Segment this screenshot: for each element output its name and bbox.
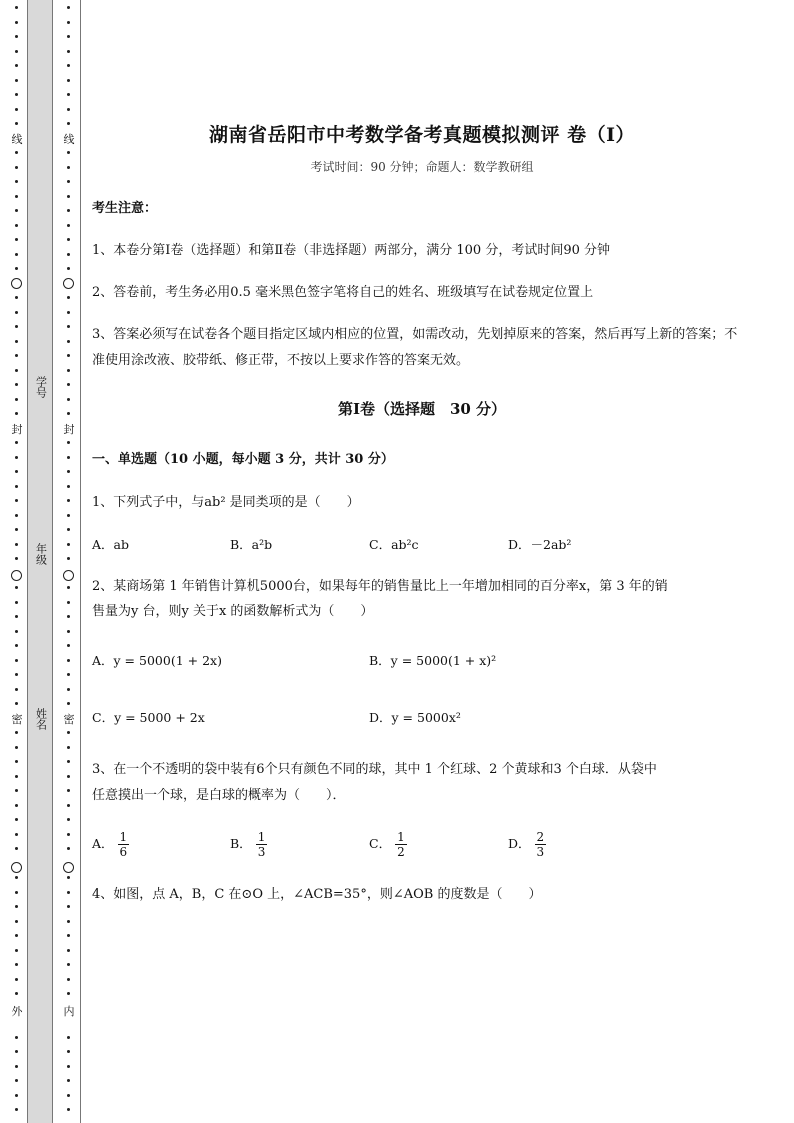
binding-dot: [15, 398, 18, 401]
binding-dot: [67, 978, 70, 981]
binding-circle: [63, 862, 74, 873]
binding-dot: [15, 557, 18, 560]
q3-option-c[interactable]: [369, 830, 407, 859]
binding-dot: [67, 50, 70, 53]
margin-mark-feng-inner: 封: [63, 423, 75, 436]
binding-dot: [67, 253, 70, 256]
q2-option-d[interactable]: D．y = 5000x²: [369, 710, 461, 725]
binding-dot: [67, 514, 70, 517]
binding-dot: [15, 731, 18, 734]
binding-dot: [15, 499, 18, 502]
binding-dot: [67, 383, 70, 386]
q2-option-b[interactable]: B．y = 5000(1 + x)²: [369, 653, 497, 668]
binding-dot: [15, 21, 18, 24]
binding-circle: [11, 862, 22, 873]
binding-dot: [15, 354, 18, 357]
binding-dot: [15, 151, 18, 154]
q3-option-a-label: A．: [92, 836, 114, 851]
binding-dot: [15, 35, 18, 38]
binding-dot: [67, 93, 70, 96]
binding-dot: [67, 543, 70, 546]
outer-dot-column: [10, 0, 24, 1123]
binding-dot: [15, 978, 18, 981]
binding-dot: [15, 485, 18, 488]
binding-dot: [67, 746, 70, 749]
binding-dot: [67, 673, 70, 676]
binding-dot: [67, 1065, 70, 1068]
margin-mark-xian: 线: [11, 133, 23, 146]
binding-dot: [67, 833, 70, 836]
q2-option-c[interactable]: C．y = 5000 + 2x: [92, 710, 205, 725]
notice-item-3: 3、答案必须写在试卷各个题目指定区域内相应的位置，如需改动，先划掉原来的答案，然后再写上新的答案；不准使用涂改液、胶带纸、修正带，不按以上要求作答的答案无效。: [92, 327, 738, 368]
binding-dot: [15, 659, 18, 662]
inner-dot-column: [62, 0, 76, 1123]
binding-dot: [15, 296, 18, 299]
margin-mark-mi-inner: 密: [63, 713, 75, 726]
binding-dot: [15, 601, 18, 604]
binding-dot: [15, 775, 18, 778]
q3-option-a[interactable]: [92, 830, 129, 859]
q3-c-denominator: 2: [397, 845, 405, 859]
binding-dot: [15, 804, 18, 807]
binding-dot: [15, 789, 18, 792]
binding-dot: [15, 369, 18, 372]
notice-heading: 考生注意：: [92, 201, 158, 216]
binding-dot: [15, 50, 18, 53]
binding-circle: [11, 570, 22, 581]
binding-dot: [15, 949, 18, 952]
binding-dot: [67, 224, 70, 227]
binding-dot: [67, 267, 70, 270]
binding-dot: [67, 122, 70, 125]
binding-dot: [67, 6, 70, 9]
q2-option-a[interactable]: A．y = 5000(1 + 2x): [92, 653, 222, 668]
binding-dot: [15, 1079, 18, 1082]
binding-dot: [15, 615, 18, 618]
question-2-stem-line1: 2、某商场第 1 年销售计算机5000台，如果每年的销售量比上一年增加相同的百分率x，第 3 年的销: [92, 579, 668, 594]
binding-dot: [67, 528, 70, 531]
binding-dot: [67, 209, 70, 212]
q3-option-d-fraction: [535, 830, 547, 859]
binding-dot: [67, 615, 70, 618]
binding-dot: [15, 166, 18, 169]
binding-dot: [15, 891, 18, 894]
binding-dot: [15, 920, 18, 923]
binding-dot: [67, 340, 70, 343]
binding-dot: [67, 441, 70, 444]
binding-dot: [67, 949, 70, 952]
binding-dot: [67, 180, 70, 183]
q3-c-numerator: 1: [397, 830, 405, 844]
binding-dot: [67, 920, 70, 923]
binding-dot: [67, 1108, 70, 1111]
binding-dot: [67, 963, 70, 966]
binding-dot: [15, 1065, 18, 1068]
binding-dot: [15, 630, 18, 633]
binding-dot: [67, 1036, 70, 1039]
binding-dot: [67, 456, 70, 459]
binding-dot: [67, 21, 70, 24]
binding-dot: [15, 833, 18, 836]
binding-dot: [67, 108, 70, 111]
section-title: 第Ⅰ卷（选择题 30 分）: [337, 400, 507, 418]
binding-dot: [15, 340, 18, 343]
binding-dot: [15, 383, 18, 386]
binding-dot: [15, 79, 18, 82]
binding-dot: [15, 905, 18, 908]
binding-dot: [67, 789, 70, 792]
binding-dot: [15, 528, 18, 531]
q1-option-a[interactable]: A．ab: [92, 537, 129, 552]
q3-option-b-label: B．: [230, 836, 252, 851]
question-4-stem: 4、如图，点 A，B，C 在⊙O 上，∠ACB=35°，则∠AOB 的度数是（ ）: [92, 887, 542, 902]
binding-dot: [67, 1050, 70, 1053]
q3-option-a-fraction: [118, 830, 130, 859]
binding-dot: [67, 659, 70, 662]
binding-dot: [15, 267, 18, 270]
q1-option-c[interactable]: C．ab²c: [369, 537, 419, 552]
binding-dot: [15, 876, 18, 879]
binding-dot: [67, 775, 70, 778]
binding-dot: [67, 499, 70, 502]
binding-dot: [67, 412, 70, 415]
binding-dot: [15, 209, 18, 212]
student-id-text: 学号: [34, 376, 48, 398]
binding-dot: [15, 412, 18, 415]
q3-option-c-label: C．: [369, 836, 392, 851]
binding-dot: [15, 122, 18, 125]
name-field-strip: [27, 0, 53, 1123]
binding-circle: [63, 278, 74, 289]
binding-dot: [67, 992, 70, 995]
q3-b-denominator: 3: [257, 845, 266, 859]
q3-d-denominator: 3: [536, 845, 545, 859]
binding-dot: [67, 934, 70, 937]
binding-dot: [15, 1036, 18, 1039]
binding-dot: [15, 644, 18, 647]
margin-mark-nei: 内: [63, 1005, 75, 1018]
binding-dot: [67, 1079, 70, 1082]
binding-dot: [67, 818, 70, 821]
binding-dot: [15, 673, 18, 676]
binding-dot: [67, 586, 70, 589]
grade-text: 年级: [34, 543, 48, 565]
name-label: [28, 708, 54, 733]
binding-dot: [15, 64, 18, 67]
binding-dot: [67, 296, 70, 299]
binding-dot: [15, 311, 18, 314]
binding-dot: [15, 253, 18, 256]
binding-dot: [67, 311, 70, 314]
q3-a-numerator: 1: [119, 830, 128, 844]
student-id-label: [28, 376, 54, 401]
binding-dot: [15, 688, 18, 691]
q1-option-d[interactable]: D．－2ab²: [508, 537, 572, 552]
binding-dot: [67, 195, 70, 198]
binding-dot: [67, 804, 70, 807]
binding-dot: [67, 557, 70, 560]
binding-dot: [67, 485, 70, 488]
question-3-stem-line2: 任意摸出一个球，是白球的概率为（ ）．: [92, 788, 346, 803]
binding-dot: [15, 963, 18, 966]
binding-dot: [67, 601, 70, 604]
q3-option-b[interactable]: [230, 830, 267, 859]
margin-mark-mi: 密: [11, 713, 23, 726]
notice-item-2: 2、答卷前，考生务必用0.5 毫米黑色签字笔将自己的姓名、班级填写在试卷规定位置上: [92, 285, 594, 300]
binding-dot: [15, 1050, 18, 1053]
margin-mark-xian-inner: 线: [63, 133, 75, 146]
margin-mark-wai: 外: [11, 1005, 23, 1018]
binding-line: [80, 0, 81, 1123]
binding-dot: [67, 905, 70, 908]
binding-dot: [67, 470, 70, 473]
margin-mark-feng: 封: [11, 423, 23, 436]
binding-dot: [15, 456, 18, 459]
binding-dot: [15, 543, 18, 546]
q3-a-denominator: 6: [119, 845, 128, 859]
binding-dot: [67, 731, 70, 734]
binding-dot: [15, 6, 18, 9]
binding-dot: [15, 93, 18, 96]
binding-dot: [67, 1094, 70, 1097]
binding-dot: [15, 847, 18, 850]
binding-dot: [15, 195, 18, 198]
q3-d-numerator: 2: [536, 830, 545, 844]
question-2-stem-line2: 售量为y 台，则y 关于x 的函数解析式为（ ）: [92, 604, 374, 619]
binding-dot: [15, 108, 18, 111]
binding-dot: [15, 238, 18, 241]
question-3-stem-line1: 3、在一个不透明的袋中装有6个只有颜色不同的球，其中 1 个红球、2 个黄球和3 个白球．从袋中: [92, 762, 657, 777]
binding-dot: [15, 180, 18, 183]
question-1-stem: 1、下列式子中，与ab² 是同类项的是（ ）: [92, 495, 360, 510]
binding-circle: [63, 570, 74, 581]
q1-option-b[interactable]: B．a²b: [230, 537, 273, 552]
exam-title: 湖南省岳阳市中考数学备考真题模拟测评 卷（Ⅰ）: [208, 124, 635, 146]
binding-dot: [67, 79, 70, 82]
binding-dot: [67, 369, 70, 372]
binding-dot: [15, 1108, 18, 1111]
binding-dot: [67, 64, 70, 67]
binding-dot: [67, 891, 70, 894]
name-text: 姓名: [34, 708, 48, 730]
binding-dot: [67, 847, 70, 850]
binding-dot: [15, 224, 18, 227]
binding-dot: [15, 818, 18, 821]
binding-dot: [67, 151, 70, 154]
part-heading: 一、单选题（10 小题，每小题 3 分，共计 30 分）: [92, 452, 394, 467]
binding-dot: [67, 760, 70, 763]
binding-dot: [67, 238, 70, 241]
binding-dot: [67, 630, 70, 633]
notice-item-1: 1、本卷分第Ⅰ卷（选择题）和第Ⅱ卷（非选择题）两部分，满分 100 分，考试时间90 分钟: [92, 243, 610, 258]
binding-dot: [15, 934, 18, 937]
binding-circle: [11, 278, 22, 289]
binding-dot: [67, 166, 70, 169]
q3-option-c-fraction: [395, 830, 407, 859]
binding-dot: [67, 35, 70, 38]
binding-dot: [67, 702, 70, 705]
grade-label: [28, 543, 54, 568]
binding-dot: [15, 325, 18, 328]
binding-dot: [67, 354, 70, 357]
q3-option-d-label: D．: [508, 836, 531, 851]
binding-dot: [15, 746, 18, 749]
binding-dot: [15, 1094, 18, 1097]
binding-dot: [15, 470, 18, 473]
binding-dot: [15, 586, 18, 589]
binding-dot: [15, 760, 18, 763]
binding-dot: [67, 644, 70, 647]
q3-option-b-fraction: [256, 830, 268, 859]
binding-dot: [67, 688, 70, 691]
binding-dot: [67, 876, 70, 879]
q3-option-d[interactable]: [508, 830, 546, 859]
binding-dot: [67, 325, 70, 328]
binding-dot: [15, 514, 18, 517]
binding-dot: [15, 702, 18, 705]
binding-dot: [15, 992, 18, 995]
q3-b-numerator: 1: [257, 830, 266, 844]
binding-dot: [67, 398, 70, 401]
binding-dot: [15, 441, 18, 444]
exam-subtitle: 考试时间：90 分钟；命题人：数学教研组: [310, 160, 534, 174]
